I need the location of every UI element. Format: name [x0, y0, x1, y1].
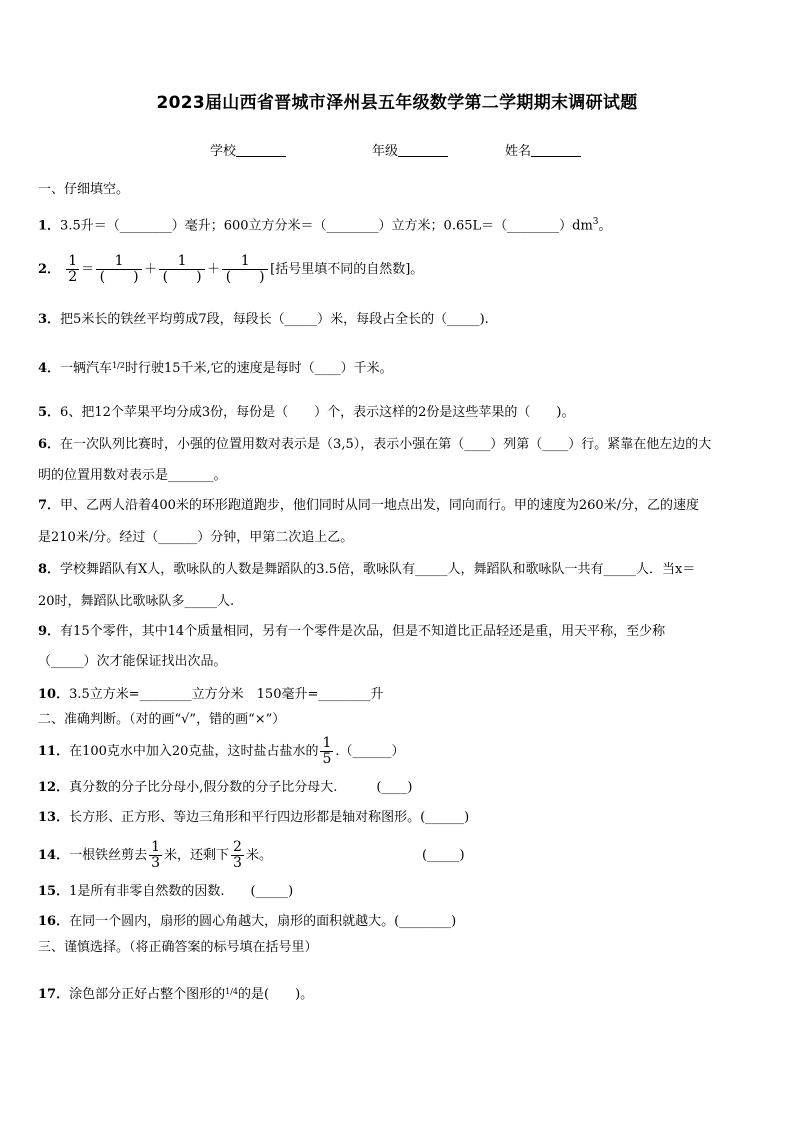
- q1-text-a: 3.5升＝（________）毫升；600立方分米＝（________）立方米；: [60, 218, 444, 234]
- q11-text-a: 在100克水中加入20克盐，这时盐占盐水的: [69, 744, 319, 759]
- q2-fraction-2: [159, 254, 205, 285]
- q1-superscript: 3: [592, 217, 599, 227]
- q13-text: 长方形、正方形、等边三角形和平行四边形都是轴对称图形。(______): [69, 810, 470, 825]
- question-9: [38, 622, 665, 642]
- q17-mini-denominator: 4: [232, 987, 238, 996]
- page-title: 2023届山西省晋城市泽州县五年级数学第二学期期末调研试题: [156, 93, 638, 113]
- q14-f1-denominator: 3: [151, 855, 161, 871]
- q12-number: 12．: [38, 780, 70, 795]
- q14-text-a: 一根铁丝剪去: [69, 848, 148, 863]
- q9-line-1: 有15个零件，其中14个质量相同，另有一个零件是次品，但是不知道比正品轻还是重，用天平称，至少称: [60, 624, 666, 639]
- question-14: [38, 838, 465, 874]
- question-10: [38, 685, 383, 705]
- q14-number: 14．: [38, 848, 70, 863]
- q1-number: 1．: [38, 218, 61, 234]
- question-1: [38, 212, 612, 236]
- q8-line-2: 20时，舞蹈队比歌咏队多_____人.: [38, 594, 235, 609]
- section-two-heading: 二、准确判断。（对的画“√”，错的画“×”）: [38, 712, 286, 727]
- school-field: [210, 140, 286, 159]
- q9-line-2: （_____）次才能保证找出次品。: [38, 654, 227, 669]
- q16-text: 在同一个圆内，扇形的圆心角越大，扇形的面积就越大。(________): [69, 914, 457, 929]
- q2-fraction-3: [222, 254, 268, 285]
- q12-text: 真分数的分子比分母小,假分数的分子比分母大. (____): [69, 780, 413, 795]
- q10-text: 3.5立方米=________立方分米 150毫升=________升: [69, 687, 384, 702]
- q14-f2-numerator: 2: [233, 839, 242, 855]
- q16-number: 16．: [38, 914, 70, 929]
- q14-f2-denominator: 3: [233, 855, 242, 871]
- q2-lhs-numerator: 1: [68, 253, 78, 269]
- q2-fraction-1: [96, 254, 142, 285]
- q5-number: 5．: [38, 405, 61, 420]
- q11-fraction: [320, 736, 333, 767]
- q14-f1-numerator: 1: [151, 839, 161, 855]
- q2-fraction-lhs: [66, 254, 79, 285]
- q15-text: 1是所有非零自然数的因数. (_____): [69, 884, 294, 899]
- q11-text-b: .（______）: [335, 744, 405, 759]
- q2-f1-numerator: 1: [114, 253, 124, 269]
- question-8: [38, 560, 695, 580]
- school-blank[interactable]: [236, 144, 286, 157]
- q3-text: 把5米长的铁丝平均剪成7段，每段长（_____）米，每段占全长的（_____).: [60, 312, 489, 327]
- q11-numerator: 1: [322, 735, 332, 751]
- grade-blank[interactable]: [398, 144, 448, 157]
- q14-text-c: 米。: [245, 848, 272, 863]
- q2-plus-2: ＋: [207, 262, 221, 277]
- q4-text-a: 一辆汽车: [60, 361, 113, 376]
- question-11: [38, 734, 405, 770]
- question-5: [38, 403, 574, 423]
- q4-mini-fraction: 1/2: [112, 361, 125, 370]
- q14-answer-blank[interactable]: (_____): [421, 848, 465, 863]
- school-label: 学校: [210, 144, 237, 159]
- q2-equals: ＝: [81, 262, 95, 277]
- q14-fraction-1: [149, 840, 162, 871]
- name-blank[interactable]: [531, 144, 581, 157]
- question-15: [38, 882, 293, 902]
- q13-number: 13．: [38, 810, 70, 825]
- question-17: [38, 982, 313, 1005]
- q14-fraction-2: [231, 840, 244, 871]
- grade-label: 年级: [372, 144, 399, 159]
- q17-mini-fraction: 1/4: [225, 987, 238, 996]
- question-2: [38, 252, 423, 288]
- question-6: [38, 435, 711, 455]
- name-label: 姓名: [505, 144, 532, 159]
- q6-number: 6．: [38, 437, 61, 452]
- name-field: [505, 140, 581, 159]
- section-three-heading: 三、谨慎选择。（将正确答案的标号填在括号里）: [38, 940, 318, 955]
- question-12: [38, 778, 413, 798]
- q11-number: 11．: [38, 744, 70, 759]
- q2-f3-numerator: 1: [240, 253, 250, 269]
- q6-line-1: 在一次队列比赛时，小强的位置用数对表示是（3,5），表示小强在第（____）列第（____）行。紧靠在他左边的大: [60, 437, 712, 452]
- q15-number: 15．: [38, 884, 70, 899]
- q8-number: 8．: [38, 562, 61, 577]
- grade-field: [372, 140, 448, 159]
- q17-text-a: 涂色部分正好占整个图形的: [69, 987, 226, 1002]
- q7-line-1: 甲、乙两人沿着400米的环形跑道跑步，他们同时从同一地点出发，同向而行。甲的速度为260米/分，乙的速度: [60, 498, 700, 513]
- q17-number: 17．: [38, 987, 70, 1002]
- q2-plus-1: ＋: [144, 262, 158, 277]
- question-4: [38, 356, 393, 379]
- question-7: [38, 496, 699, 516]
- q1-text-c: 。: [598, 218, 612, 234]
- q2-f1-denominator[interactable]: ( ): [96, 269, 142, 285]
- q2-f2-numerator: 1: [177, 253, 187, 269]
- q2-number: 2．: [38, 262, 61, 277]
- q7-line-2: 是210米/分。经过（______）分钟，甲第二次追上乙。: [38, 530, 354, 545]
- q11-denominator: 5: [322, 751, 332, 767]
- q4-number: 4．: [38, 361, 61, 376]
- section-one-heading: 一、仔细填空。: [38, 182, 130, 197]
- q1-text-b: 0.65L＝（________）dm: [443, 218, 593, 234]
- q9-number: 9．: [38, 624, 61, 639]
- q17-text-b: 的是( )。: [238, 987, 314, 1002]
- q17-mini-numerator: 1: [225, 987, 231, 996]
- question-3: [38, 310, 489, 330]
- q8-line-1: 学校舞蹈队有X人，歌咏队的人数是舞蹈队的3.5倍，歌咏队有_____人，舞蹈队和歌咏队一共有_____人．当x＝: [60, 562, 696, 577]
- q14-text-b: 米，还剩下: [164, 848, 230, 863]
- q5-text: 6、把12个苹果平均分成3份，每份是（ ）个，表示这样的2份是这些苹果的（ )。: [60, 405, 575, 420]
- q2-f3-denominator[interactable]: ( ): [222, 269, 268, 285]
- question-16: [38, 912, 456, 932]
- q4-mini-numerator: 1: [112, 361, 118, 370]
- q6-line-2: 明的位置用数对表示是_______。: [38, 468, 227, 483]
- q10-number: 10．: [38, 687, 70, 702]
- q4-mini-denominator: 2: [119, 361, 125, 370]
- q4-text-b: 时行驶15千米,它的速度是每时（____）千米。: [124, 361, 393, 376]
- question-13: [38, 808, 469, 828]
- q2-f2-denominator[interactable]: ( ): [159, 269, 205, 285]
- q2-lhs-denominator: 2: [68, 269, 78, 285]
- q3-number: 3．: [38, 312, 61, 327]
- q2-tail: [括号里填不同的自然数]。: [270, 262, 424, 277]
- q7-number: 7．: [38, 498, 61, 513]
